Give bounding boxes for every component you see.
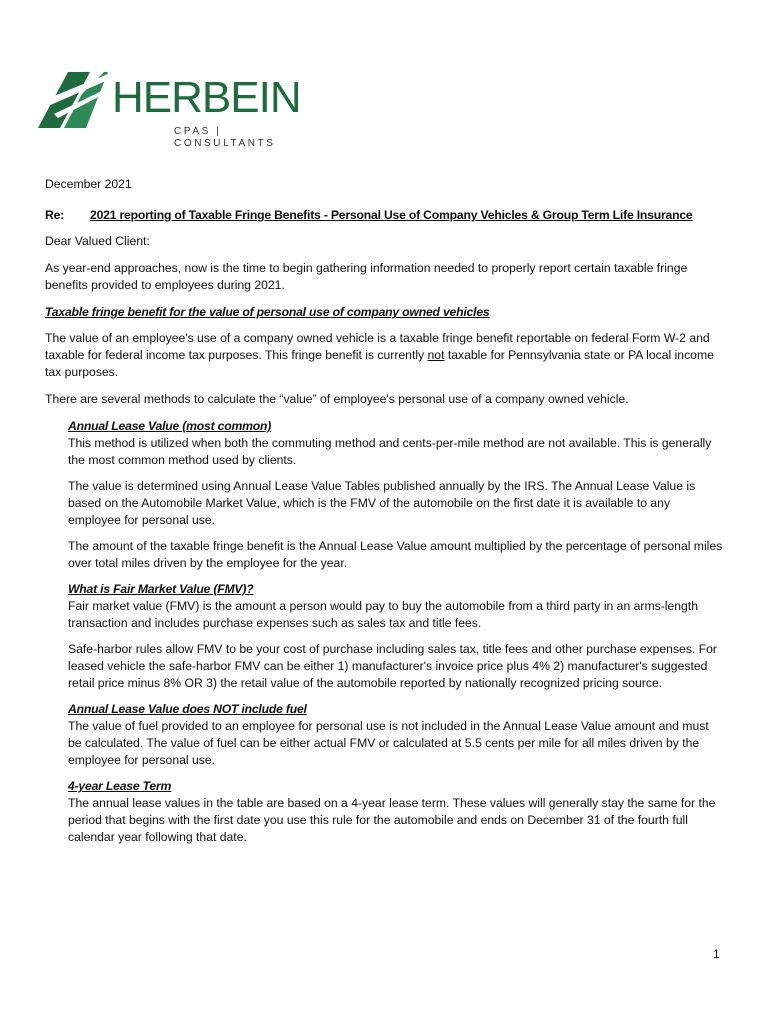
- brand-tagline: CPAS | CONSULTANTS: [174, 126, 276, 149]
- term-heading: 4-year Lease Term: [68, 779, 172, 793]
- page-number: 1: [713, 947, 720, 961]
- section-heading: Taxable fringe benefit for the value of personal use of company owned vehicles: [45, 305, 490, 319]
- brand-name: HERBEIN: [112, 73, 301, 122]
- fmv-paragraph-1: Fair market value (FMV) is the amount a person would pay to buy the automobile from a third party in an arms-length transaction and includes purchase expenses such as sales tax and title fees.: [68, 599, 698, 630]
- methods-paragraph: There are several methods to calculate the “value” of employee's personal use of a company owned vehicle.: [45, 392, 629, 406]
- alv-paragraph-1: This method is utilized when both the commuting method and cents-per-mile method are not available. This is generally the most common method used by clients.: [68, 436, 712, 467]
- alv-paragraph-3: The amount of the taxable fringe benefit is the Annual Lease Value amount multiplied by the percentage of personal miles over total miles driven by the employee for the year.: [68, 539, 723, 570]
- alv-paragraph-2: The value is determined using Annual Lease Value Tables published annually by the IRS. The Annual Lease Value is based on the Automobile Market Value, which is the FMV of the automobile on the first date it is available to any employee for personal use.: [68, 479, 696, 527]
- fuel-paragraph: The value of fuel provided to an employee for personal use is not included in the Annual Lease Value amount and must be calculated. The value of fuel can be either actual FMV or calculated at 5.5 cents per mile for all miles driven by the employee for personal use.: [68, 719, 709, 767]
- fmv-heading: What is Fair Market Value (FMV)?: [68, 582, 254, 596]
- fuel-heading: Annual Lease Value does NOT include fuel: [68, 702, 307, 716]
- letter-date: December 2021: [45, 177, 132, 191]
- value-text-part2: taxable for Pennsylvania state or PA local income tax purposes.: [45, 348, 714, 379]
- term-paragraph: The annual lease values in the table are based on a 4-year lease term. These values will generally stay the same for the period that begins with the first date you use this rule for the automobile and ends on December 31 of the fourth full calendar year following that date.: [68, 796, 716, 844]
- alv-heading: Annual Lease Value (most common): [68, 419, 272, 433]
- fmv-paragraph-2: Safe-harbor rules allow FMV to be your cost of purchase including sales tax, title fees and other purchase expenses. For leased vehicle the safe-harbor FMV can be either 1) manufacturer's invoice price plus 4% 2) manufacturer's suggested retail price minus 8% OR 3) the retail value of the automobile reported by nationally recognized pricing source.: [68, 642, 717, 690]
- value-text-not: not: [427, 348, 445, 362]
- re-subject: 2021 reporting of Taxable Fringe Benefits - Personal Use of Company Vehicles & Group Term Life Insurance: [90, 208, 693, 222]
- intro-paragraph: As year-end approaches, now is the time to begin gathering information needed to properly report certain taxable fringe benefits provided to employees during 2021.: [45, 261, 688, 292]
- re-line: [45, 207, 725, 224]
- value-text-part1: The value of an employee's use of a company owned vehicle is a taxable fringe benefit reportable on federal Form W-2 and taxable for federal income tax purposes. This fringe benefit is currently: [45, 331, 710, 362]
- alv-subsection: [45, 418, 725, 846]
- greeting: Dear Valued Client:: [45, 234, 150, 248]
- value-paragraph: [45, 330, 725, 381]
- letter-body: [45, 176, 725, 855]
- re-label: Re:: [45, 208, 65, 222]
- herbein-road-icon: [38, 70, 110, 130]
- company-logo: [38, 70, 318, 149]
